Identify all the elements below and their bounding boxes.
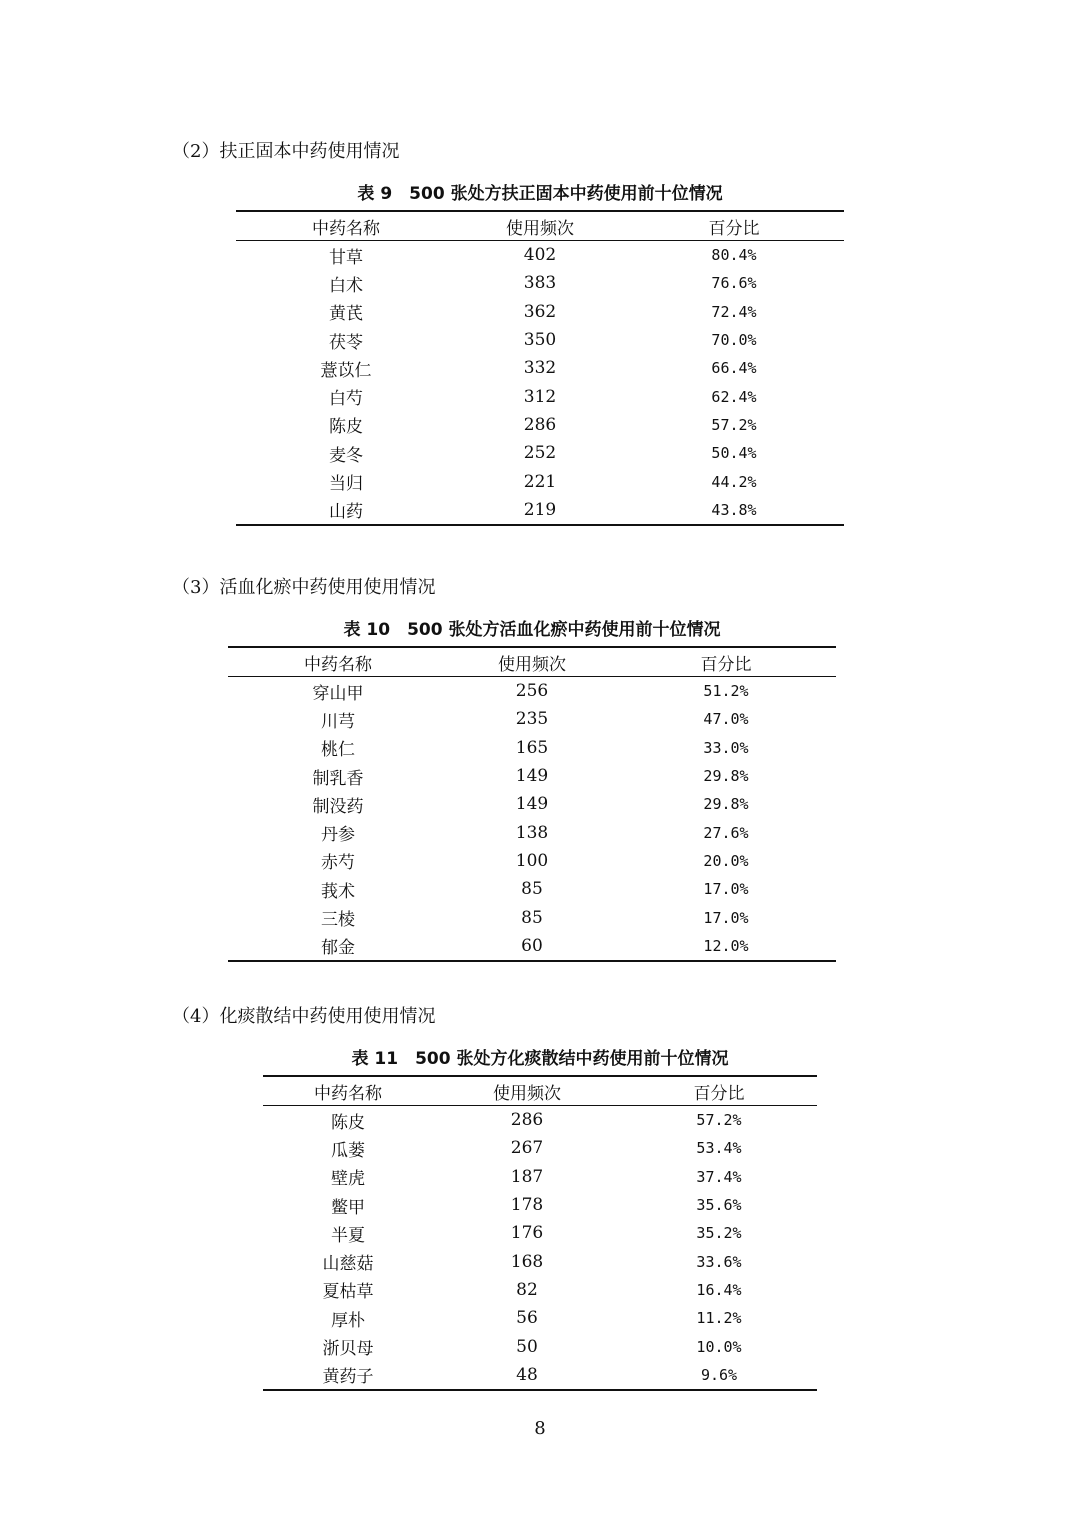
frequency-cell: 176: [510, 1223, 544, 1244]
section-heading-fuzheng: （2）扶正固本中药使用情况: [172, 141, 400, 162]
percentage-cell: 33.6%: [696, 1252, 742, 1271]
table-row: [263, 1247, 817, 1275]
table-row: [228, 705, 836, 733]
table-row: [228, 847, 836, 875]
frequency-cell: 50: [516, 1336, 538, 1357]
table-row: [236, 496, 844, 525]
percentage-cell: 72.4%: [711, 302, 757, 321]
percentage-cell: 43.8%: [711, 500, 757, 519]
percentage-cell: 51.2%: [703, 682, 749, 701]
table-row: [263, 1134, 817, 1162]
header-herb-name: 中药名称: [314, 1083, 382, 1104]
table-9: [236, 210, 844, 526]
table-row: [263, 1219, 817, 1247]
herb-name-cell: 茯苓: [329, 332, 363, 353]
percentage-cell: 62.4%: [711, 387, 757, 406]
table-row: [236, 439, 844, 467]
herb-name-cell: 半夏: [331, 1225, 365, 1246]
frequency-cell: 187: [510, 1166, 544, 1187]
header-herb-name: 中药名称: [304, 654, 372, 675]
frequency-cell: 219: [523, 499, 557, 520]
header-frequency: 使用频次: [493, 1083, 561, 1104]
table-11: [263, 1075, 817, 1391]
table-row: [236, 326, 844, 354]
frequency-cell: 165: [515, 737, 549, 758]
percentage-cell: 20.0%: [703, 851, 749, 870]
table-10: [228, 646, 836, 962]
table-row: [228, 903, 836, 931]
percentage-cell: 9.6%: [700, 1365, 738, 1384]
herb-name-cell: 三棱: [321, 910, 355, 931]
percentage-cell: 57.2%: [696, 1111, 742, 1130]
herb-name-cell: 陈皮: [331, 1112, 365, 1133]
percentage-cell: 80.4%: [711, 246, 757, 265]
percentage-cell: 16.4%: [696, 1280, 742, 1299]
header-percentage: 百分比: [700, 654, 752, 675]
frequency-cell: 286: [510, 1110, 544, 1131]
frequency-cell: 362: [523, 301, 557, 322]
table-row: [263, 1106, 817, 1135]
table-row: [228, 818, 836, 846]
frequency-cell: 149: [515, 766, 549, 787]
percentage-cell: 70.0%: [711, 331, 757, 350]
percentage-cell: 50.4%: [711, 444, 757, 463]
frequency-cell: 383: [523, 273, 557, 294]
frequency-cell: 178: [510, 1195, 544, 1216]
table-header-row: [236, 211, 844, 241]
frequency-cell: 332: [523, 358, 557, 379]
percentage-cell: 33.0%: [703, 738, 749, 757]
herb-name-cell: 厚朴: [331, 1310, 365, 1331]
herb-name-cell: 麦冬: [329, 445, 363, 466]
percentage-cell: 35.6%: [696, 1196, 742, 1215]
frequency-cell: 100: [515, 850, 549, 871]
percentage-cell: 17.0%: [703, 908, 749, 927]
frequency-cell: 252: [523, 443, 557, 464]
table-10-caption: 表 10 500 张处方活血化瘀中药使用前十位情况: [343, 620, 721, 640]
table-row: [263, 1332, 817, 1360]
herb-name-cell: 制没药: [312, 796, 364, 817]
herb-name-cell: 白术: [329, 275, 363, 296]
herb-name-cell: 赤芍: [321, 853, 355, 874]
frequency-cell: 82: [516, 1279, 538, 1300]
herb-name-cell: 薏苡仁: [320, 360, 372, 381]
frequency-cell: 286: [523, 414, 557, 435]
percentage-cell: 27.6%: [703, 823, 749, 842]
herb-name-cell: 夏枯草: [322, 1282, 374, 1303]
herb-name-cell: 壁虎: [331, 1169, 365, 1190]
frequency-cell: 267: [510, 1138, 544, 1159]
herb-name-cell: 桃仁: [321, 740, 355, 761]
table-row: [263, 1191, 817, 1219]
herb-name-cell: 鳖甲: [331, 1197, 365, 1218]
percentage-cell: 35.2%: [696, 1224, 742, 1243]
table-row: [236, 354, 844, 382]
herb-name-cell: 丹参: [321, 825, 355, 846]
percentage-cell: 66.4%: [711, 359, 757, 378]
header-frequency: 使用频次: [498, 654, 566, 675]
herb-name-cell: 川芎: [321, 711, 355, 732]
table-row: [236, 382, 844, 410]
header-percentage: 百分比: [693, 1083, 745, 1104]
percentage-cell: 57.2%: [711, 415, 757, 434]
header-frequency: 使用频次: [506, 218, 574, 239]
page-number: 8: [534, 1418, 546, 1439]
frequency-cell: 85: [521, 907, 543, 928]
herb-name-cell: 山药: [329, 502, 363, 523]
percentage-cell: 47.0%: [703, 710, 749, 729]
table-row: [236, 467, 844, 495]
percentage-cell: 37.4%: [696, 1167, 742, 1186]
frequency-cell: 149: [515, 794, 549, 815]
percentage-cell: 17.0%: [703, 880, 749, 899]
table-header-row: [263, 1076, 817, 1106]
percentage-cell: 76.6%: [711, 274, 757, 293]
frequency-cell: 168: [510, 1251, 544, 1272]
table-row: [228, 790, 836, 818]
table-row: [228, 932, 836, 961]
header-percentage: 百分比: [708, 218, 760, 239]
table-row: [228, 677, 836, 706]
frequency-cell: 350: [523, 330, 557, 351]
percentage-cell: 53.4%: [696, 1139, 742, 1158]
frequency-cell: 56: [516, 1308, 538, 1329]
frequency-cell: 60: [521, 935, 543, 956]
herb-name-cell: 黄药子: [322, 1367, 374, 1388]
section-heading-huoxue: （3）活血化瘀中药使用使用情况: [172, 577, 436, 598]
table-row: [228, 762, 836, 790]
table-row: [263, 1361, 817, 1390]
herb-name-cell: 甘草: [329, 247, 363, 268]
header-herb-name: 中药名称: [312, 218, 380, 239]
table-9-caption: 表 9 500 张处方扶正固本中药使用前十位情况: [357, 184, 723, 204]
herb-name-cell: 当归: [329, 474, 363, 495]
percentage-cell: 12.0%: [703, 936, 749, 955]
table-row: [236, 298, 844, 326]
frequency-cell: 312: [523, 386, 557, 407]
herb-name-cell: 莪术: [321, 881, 355, 902]
frequency-cell: 138: [515, 822, 549, 843]
table-11-caption: 表 11 500 张处方化痰散结中药使用前十位情况: [351, 1049, 729, 1069]
percentage-cell: 29.8%: [703, 795, 749, 814]
herb-name-cell: 郁金: [321, 938, 355, 959]
herb-name-cell: 制乳香: [312, 768, 364, 789]
herb-name-cell: 山慈菇: [322, 1254, 374, 1275]
frequency-cell: 85: [521, 879, 543, 900]
herb-name-cell: 穿山甲: [312, 683, 364, 704]
percentage-cell: 44.2%: [711, 472, 757, 491]
percentage-cell: 10.0%: [696, 1337, 742, 1356]
table-row: [236, 241, 844, 270]
table-header-row: [228, 647, 836, 677]
section-heading-huatan: （4）化痰散结中药使用使用情况: [172, 1006, 436, 1027]
table-row: [236, 269, 844, 297]
herb-name-cell: 白芍: [329, 389, 363, 410]
herb-name-cell: 陈皮: [329, 417, 363, 438]
table-row: [263, 1163, 817, 1191]
herb-name-cell: 瓜蒌: [331, 1140, 365, 1161]
herb-name-cell: 浙贝母: [322, 1339, 374, 1360]
table-row: [263, 1276, 817, 1304]
frequency-cell: 48: [516, 1364, 538, 1385]
frequency-cell: 402: [523, 245, 557, 266]
frequency-cell: 221: [523, 471, 557, 492]
table-row: [236, 411, 844, 439]
percentage-cell: 11.2%: [696, 1309, 742, 1328]
percentage-cell: 29.8%: [703, 767, 749, 786]
table-row: [228, 734, 836, 762]
table-row: [228, 875, 836, 903]
frequency-cell: 235: [515, 709, 549, 730]
table-row: [263, 1304, 817, 1332]
herb-name-cell: 黄芪: [329, 304, 363, 325]
frequency-cell: 256: [515, 681, 549, 702]
